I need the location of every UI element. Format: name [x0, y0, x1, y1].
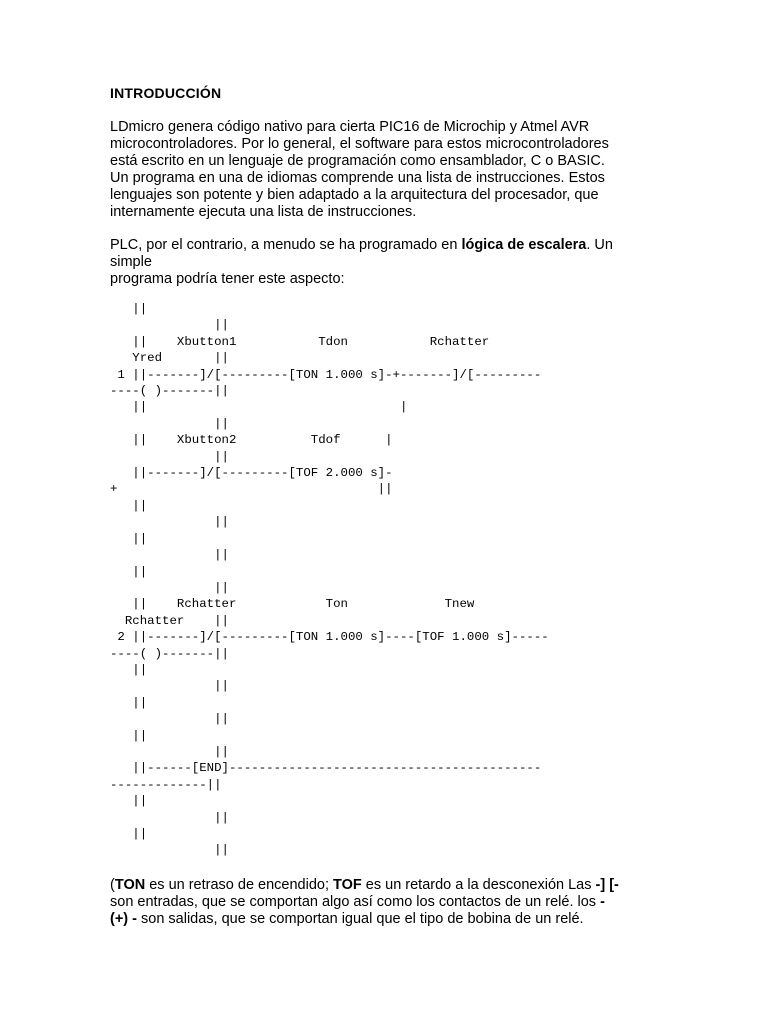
legend-text: son salidas, que se comportan igual que el tipo de bobina de un relé. [136, 911, 584, 927]
section-heading: INTRODUCCIÓN [110, 85, 222, 101]
intro-line: microcontroladores. Por lo general, el software para estos microcontroladores [110, 136, 609, 152]
plc-text: simple [110, 254, 152, 270]
ladder-logic-term: lógica de escalera [461, 237, 587, 253]
coil-symbol-start: - [600, 894, 605, 910]
legend-text: es un retardo a la desconexión Las [361, 877, 596, 893]
intro-line: Un programa en una de idiomas comprende una lista de instrucciones. Estos [110, 170, 605, 186]
ladder-diagram-code: || || || Xbutton1 Tdon Rchatter Yred || 1 ||-------]/[---------[TON 1.000 s]-+-------]/[--------- ----( )-------|| || | || || Xbutton2 Tdof | || ||-------]/[---------[TOF 2.000 s]- + || || || || || || || || Rchatter Ton Tnew Rchatter || 2 ||-------]/[---------[TON 1.000 s]----[TOF 1.000 s]----- ----( )-------|| || || || || || || ||------[END]------------------------------------------ -------------|| || || || || [110, 302, 549, 858]
intro-line: internamente ejecuta una lista de instrucciones. [110, 204, 417, 220]
contact-symbol: -] [- [595, 877, 619, 893]
plc-text: . Un [586, 237, 613, 253]
intro-paragraph [110, 119, 609, 221]
tof-term: TOF [333, 877, 362, 893]
intro-line: LDmicro genera código nativo para cierta PIC16 de Microchip y Atmel AVR [110, 119, 590, 135]
plc-paragraph [110, 237, 613, 288]
ton-term: TON [114, 877, 146, 893]
legend-text: es un retraso de encendido; [145, 877, 334, 893]
coil-symbol: (+) - [110, 911, 137, 927]
plc-text: PLC, por el contrario, a menudo se ha programado en [110, 237, 462, 253]
intro-line: lenguajes son potente y bien adaptado a la arquitectura del procesador, que [110, 187, 599, 203]
plc-text: programa podría tener este aspecto: [110, 271, 345, 287]
legend-paragraph [110, 877, 619, 928]
intro-line: está escrito en un lenguaje de programación como ensamblador, C o BASIC. [110, 153, 605, 169]
legend-text: ( [110, 877, 115, 893]
legend-text: son entradas, que se comportan algo así como los contactos de un relé. los [110, 894, 601, 910]
